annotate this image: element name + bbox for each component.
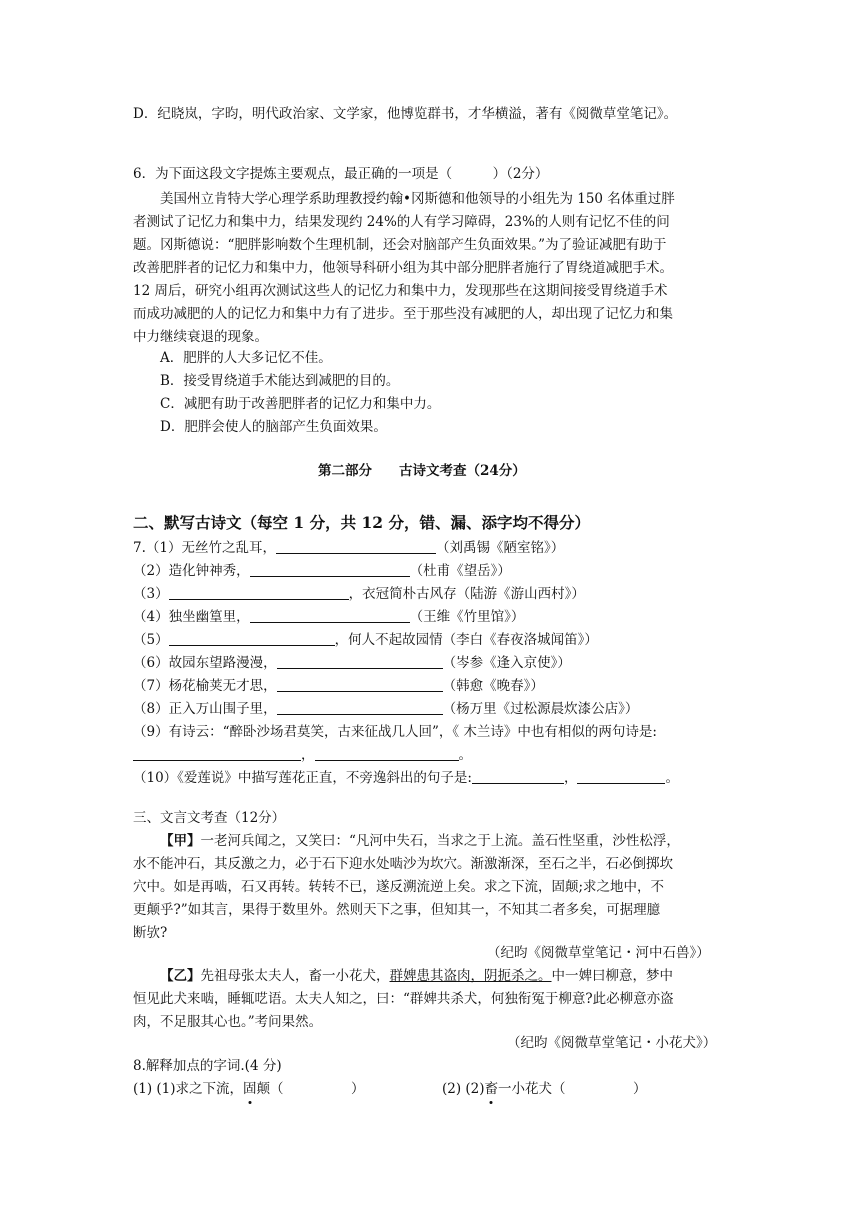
- q7-2-source: （杜甫《望岳》）: [409, 563, 511, 579]
- q6-passage-line: 12 周后，研究小组再次测试这些人的记忆力和集中力，发现那些在这期间接受胃绕道手术: [133, 283, 668, 299]
- q7-7: [133, 677, 544, 695]
- q8-1-dotted-char: 固: [243, 1081, 257, 1097]
- q7-5-text: （5）: [133, 632, 169, 648]
- q6-stem: 6．为下面这段文字提炼主要观点，最正确的一项是（ ）（2分）: [133, 166, 549, 182]
- q6-passage-line: 改善肥胖者的记忆力和集中力，他领导科研小组为其中部分肥胖者施行了胃绕道减肥手术。: [133, 260, 673, 276]
- answer-blank[interactable]: [277, 677, 443, 692]
- q8-2-dotted-char: 畜: [484, 1081, 499, 1097]
- answer-blank[interactable]: [169, 585, 349, 600]
- answer-blank[interactable]: [277, 654, 443, 669]
- q6-passage-line: 者测试了记忆力和集中力，结果发现约 24%的人有学习障碍，23%的人则有记忆不佳的问: [133, 214, 670, 230]
- jia-passage-line: 断欤?: [133, 925, 168, 941]
- q8-1-text: (1) (1)求之下流，: [133, 1081, 244, 1097]
- q7-10: [133, 769, 679, 787]
- q7-1-source: （刘禹锡《陋室铭》）: [435, 540, 565, 556]
- jia-text: 一老河兵闻之，又笑曰：“凡河中失石，当求之于上流。盖石性坚重，沙性松浮，: [200, 833, 680, 849]
- q7-8: [133, 700, 638, 718]
- q8-2: [442, 1080, 647, 1098]
- answer-blank[interactable]: [250, 562, 410, 577]
- q7-2: [133, 562, 511, 580]
- section2-title: 二、默写古诗文（每空 1 分，共 12 分，错、漏、添字均不得分）: [133, 513, 590, 532]
- q7-3-text: （3）: [133, 586, 169, 602]
- jia-passage-line: 穴中。如是再啮，石又再转。转转不已，遂反溯流逆上矣。求之下流，固颠;求之地中，不: [133, 879, 665, 895]
- q6-passage-line: 中力继续衰退的现象。: [133, 329, 268, 345]
- q7-9-end: 。: [458, 747, 472, 763]
- answer-blank[interactable]: [276, 539, 436, 554]
- part2-title: 第二部分 古诗文考查（24分）: [318, 463, 526, 479]
- q6-passage-line: 而成功减肥的人的记忆力和集中力有了进步。至于那些没有减肥的人，却出现了记忆力和集: [133, 306, 673, 322]
- q8-1: [133, 1080, 365, 1098]
- q7-3-source: ，衣冠简朴古风存（陆游《游山西村》）: [348, 586, 585, 602]
- jia-source: （纪昀《阅微草堂笔记・河中石兽》）: [487, 945, 710, 961]
- q7-7-source: （韩愈《晚春》）: [442, 678, 544, 694]
- yi-text: 先祖母张太夫人，畜一小花犬，: [200, 968, 390, 984]
- q7-9-comma: ，: [301, 747, 315, 763]
- yi-text: 中一婢曰柳意，梦中: [551, 968, 673, 984]
- q7-2-text: （2）造化钟神秀，: [133, 563, 250, 579]
- answer-blank[interactable]: [472, 769, 564, 784]
- q7-10-text: （10）《爱莲说》中描写莲花正直，不旁逸斜出的句子是:: [133, 770, 472, 786]
- q6-option-c: C．减肥有助于改善肥胖者的记忆力和集中力。: [160, 396, 441, 412]
- q7-6-text: （6）故园东望路漫漫，: [133, 655, 277, 671]
- q7-3: [133, 585, 585, 603]
- jia-passage-line: 水不能冲石，其反激之力，必于石下迎水处啮沙为坎穴。渐激渐深，至石之半，石必倒掷坎: [133, 856, 673, 872]
- q7-5-source: ，何人不起故园情（李白《春夜洛城闻笛》）: [334, 632, 598, 648]
- q7-9: （9）有诗云：“醉卧沙场君莫笑，古来征战几人回”，《 木兰诗》中也有相似的两句诗是:: [133, 724, 657, 740]
- q7-8-source: （杨万里《过松源晨炊漆公店》）: [442, 701, 639, 717]
- yi-label: 【乙】: [160, 968, 201, 984]
- q7-8-text: （8）正入万山围子里，: [133, 701, 277, 717]
- section3-title: 三、文言文考查（12分）: [133, 810, 286, 826]
- q6-passage-line: 题。冈斯德说：“肥胖影响数个生理机制，还会对脑部产生负面效果。”为了验证减肥有助于: [133, 237, 667, 253]
- answer-blank[interactable]: [277, 700, 443, 715]
- q8-2-text: (2) (2): [442, 1081, 485, 1097]
- q7-7-text: （7）杨花榆荚无才思，: [133, 678, 277, 694]
- jia-passage-line: 更颠乎?”如其言，果得于数里外。然则天下之事，但知其一，不知其二者多矣，可据理臆: [133, 902, 661, 918]
- q7-5: [133, 631, 598, 649]
- q7-1: [133, 539, 564, 557]
- jia-passage-line: [160, 832, 680, 850]
- q7-10-end: 。: [665, 770, 679, 786]
- yi-passage-line: 恒见此犬来啮，睡辄呓语。太夫人知之，曰：“群婢共杀犬，何独衔冤于柳意?此必柳意亦盗: [133, 991, 674, 1007]
- q8-title: 8.解释加点的字词.(4 分): [133, 1058, 282, 1074]
- q6-passage-line: 美国州立肯特大学心理学系助理教授约翰•冈斯德和他领导的小组先为 150 名体重过胖: [160, 191, 675, 207]
- q6-option-d: D．肥胖会使人的脑部产生负面效果。: [160, 419, 387, 435]
- answer-blank[interactable]: [315, 746, 459, 761]
- q7-6-source: （岑参《逢入京使》）: [442, 655, 571, 671]
- q6-option-b: B．接受胃绕道手术能达到减肥的目的。: [160, 373, 400, 389]
- yi-passage-line: [160, 967, 673, 985]
- q7-4-source: （王维《竹里馆》）: [409, 609, 525, 625]
- q7-10-comma: ，: [563, 770, 578, 786]
- top-option-d: D．纪晓岚，字昀，明代政治家、文学家，他博览群书，才华横溢，著有《阅微草堂笔记》。: [133, 106, 678, 122]
- jia-label: 【甲】: [160, 833, 201, 849]
- q8-1-answer[interactable]: 颠（ ）: [256, 1081, 365, 1097]
- q8-2-answer[interactable]: 一小花犬（ ）: [498, 1081, 647, 1097]
- answer-blank[interactable]: [577, 769, 665, 784]
- yi-source: （纪昀《阅微草堂笔记・小花犬》）: [507, 1035, 717, 1051]
- q7-4-text: （4）独坐幽篁里，: [133, 609, 250, 625]
- answer-blank[interactable]: [133, 746, 301, 761]
- q7-4: [133, 608, 524, 626]
- yi-underlined-text: 群婢患其盗肉，阴扼杀之。: [389, 968, 552, 984]
- q7-1-text: 7.（1）无丝竹之乱耳，: [133, 540, 276, 556]
- q6-option-a: A．肥胖的人大多记忆不佳。: [160, 350, 332, 366]
- answer-blank[interactable]: [169, 631, 335, 646]
- yi-passage-line: 肉，不足服其心也。”考问果然。: [133, 1014, 323, 1030]
- q7-6: [133, 654, 571, 672]
- q7-9-answers: [133, 746, 472, 764]
- answer-blank[interactable]: [250, 608, 410, 623]
